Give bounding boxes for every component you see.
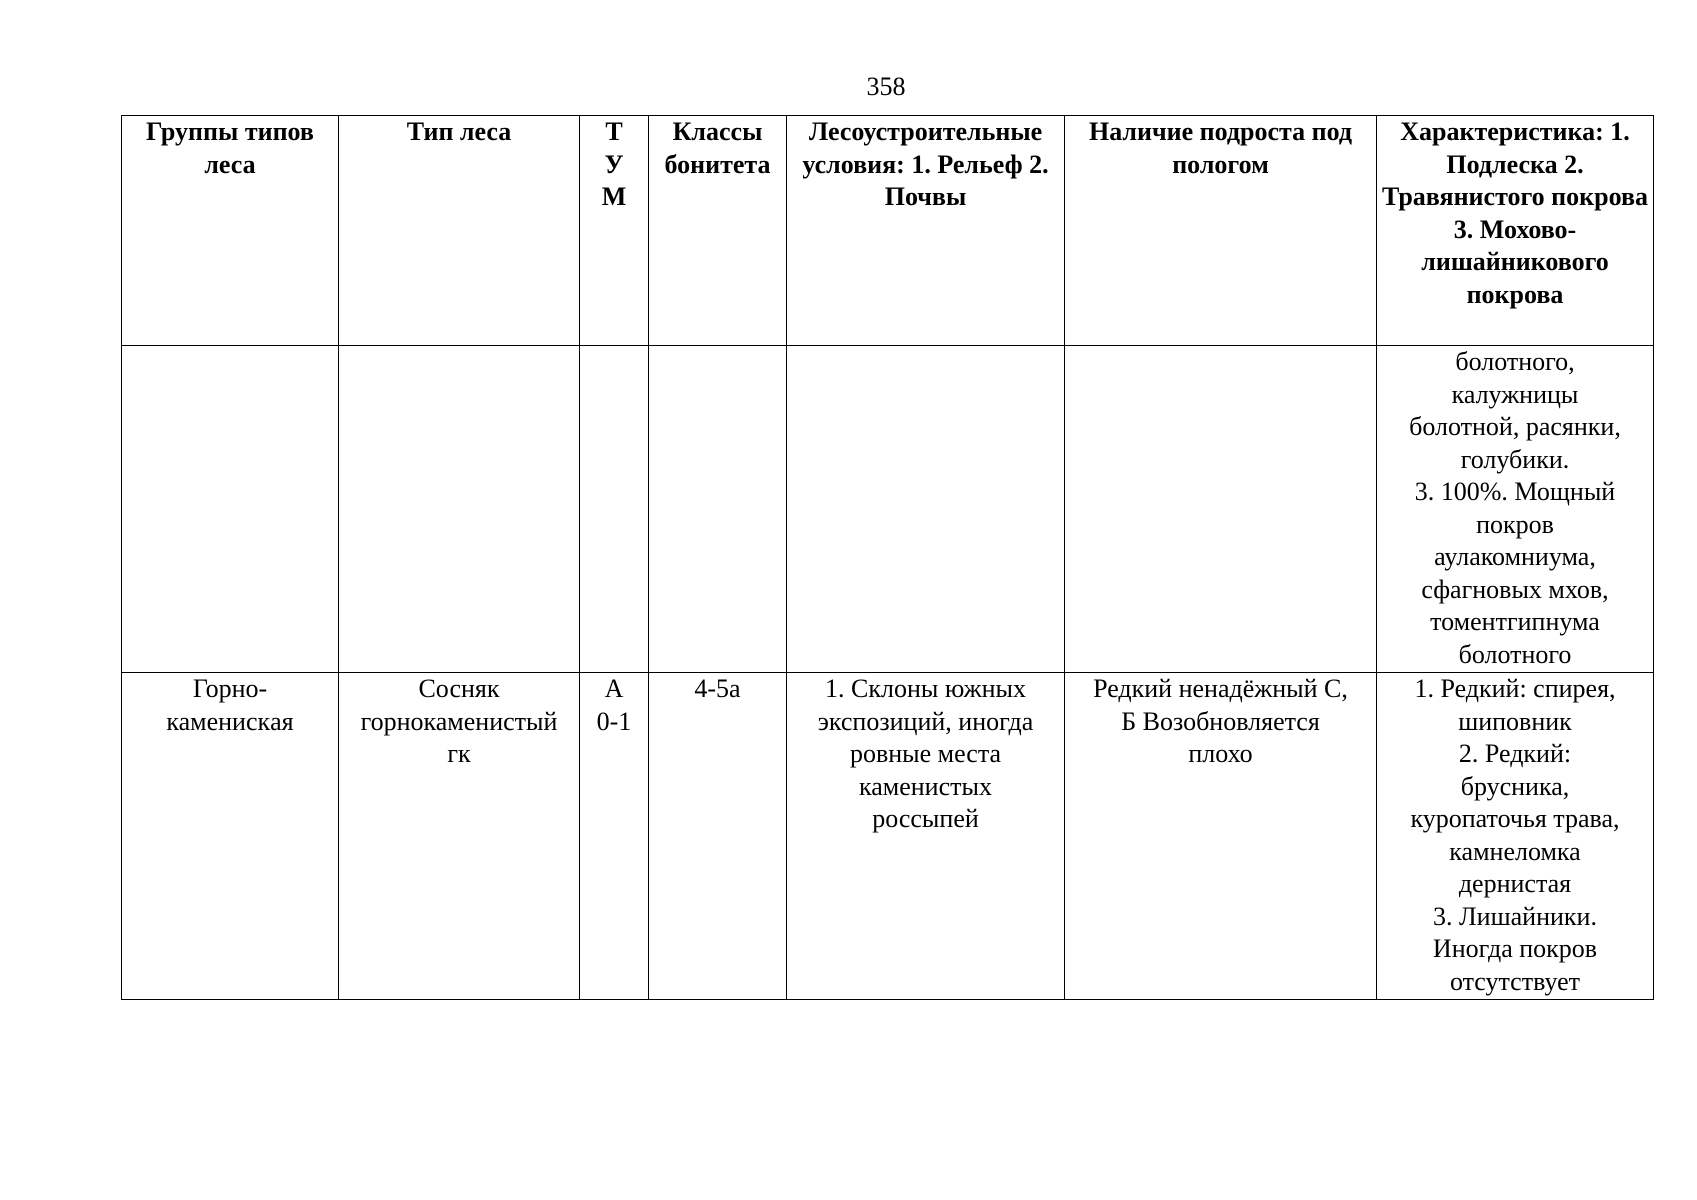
cell-bonitet <box>649 346 787 673</box>
cell-undergrowth <box>1065 346 1377 673</box>
cell-tum: А 0-1 <box>580 673 649 1000</box>
cell-characteristics: 1. Редкий: спирея, шиповник 2. Редкий: брусника, куропаточья трава, камнеломка дернистая 3. Лишайники. Иногда покров отсутствует <box>1377 673 1654 1000</box>
cell-forest-type: Сосняк горнокаменистый гк <box>339 673 580 1000</box>
cell-undergrowth: Редкий ненадёжный С, Б Возобновляется плохо <box>1065 673 1377 1000</box>
cell-tum <box>580 346 649 673</box>
cell-forest-type <box>339 346 580 673</box>
page-number: 358 <box>866 72 906 101</box>
header-conditions: Лесоустроительные условия: 1. Рельеф 2. Почвы <box>787 116 1065 346</box>
forest-types-table <box>121 115 1654 1000</box>
header-characteristics: Характеристика: 1. Подлеска 2. Травянистого покрова 3. Мохово-лишайникового покрова <box>1377 116 1654 346</box>
header-undergrowth: Наличие подроста под пологом <box>1065 116 1377 346</box>
header-bonitet: Классы бонитета <box>649 116 787 346</box>
header-forest-type: Тип леса <box>339 116 580 346</box>
cell-group <box>122 346 339 673</box>
cell-group: Горно- каменискaя <box>122 673 339 1000</box>
cell-conditions <box>787 346 1065 673</box>
cell-bonitet: 4-5а <box>649 673 787 1000</box>
header-group: Группы типов леса <box>122 116 339 346</box>
header-tum: Т У М <box>580 116 649 346</box>
table-row <box>122 673 1654 1000</box>
table-row <box>122 346 1654 673</box>
cell-conditions: 1. Склоны южных экспозиций, иногда ровные места каменистых россыпей <box>787 673 1065 1000</box>
table-header-row <box>122 116 1654 346</box>
cell-characteristics: болотного, калужницы болотной, расянки, голубики. 3. 100%. Мощный покров аулакомниума, сфагновых мхов, томентгипнума болотного <box>1377 346 1654 673</box>
